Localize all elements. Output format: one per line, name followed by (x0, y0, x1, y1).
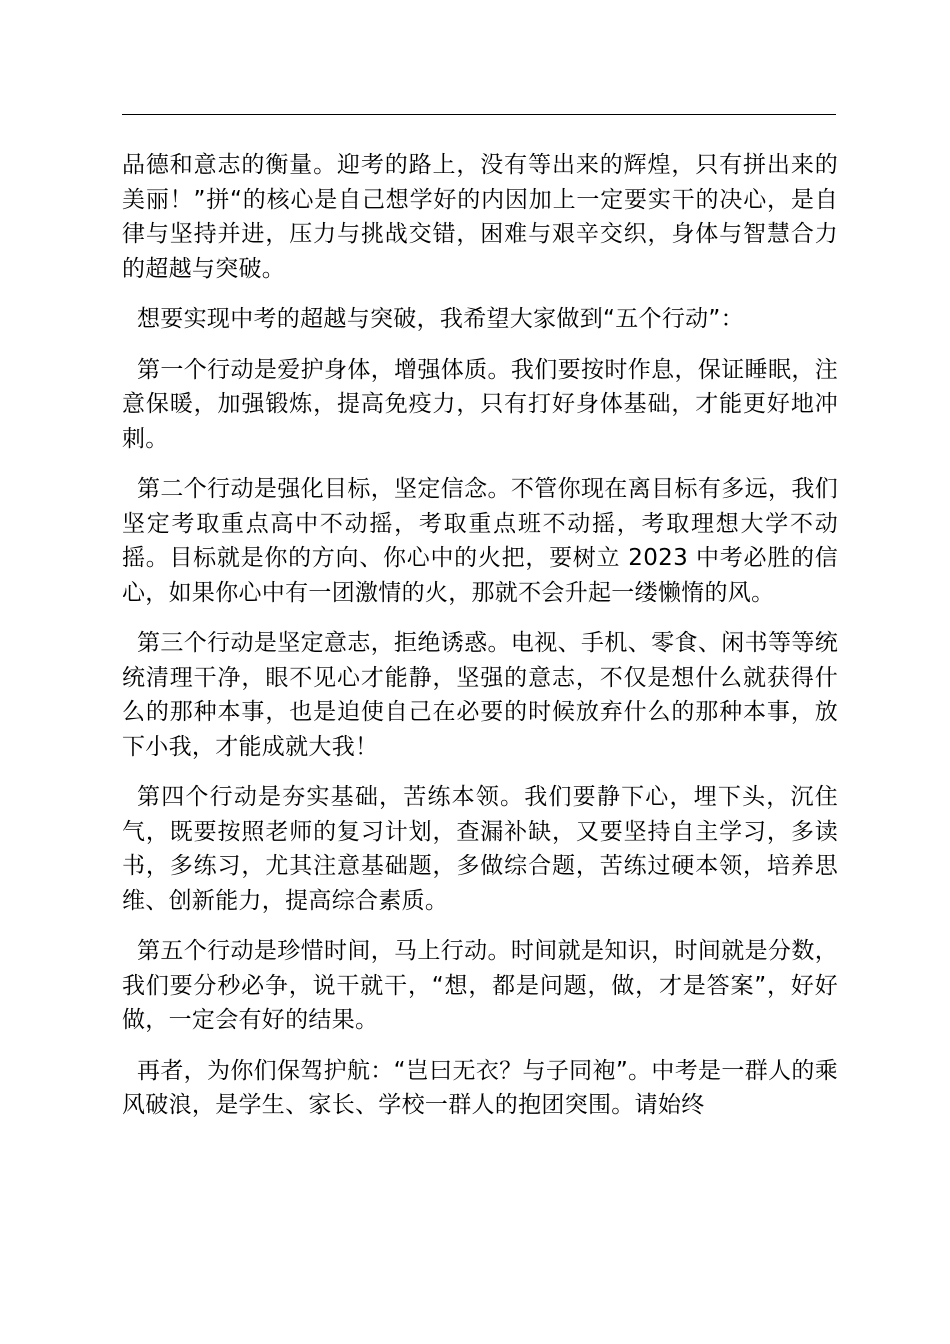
header-rule (122, 114, 836, 115)
document-body (122, 148, 838, 1139)
paragraph-five-actions-intro: 想要实现中考的超越与突破，我希望大家做到“五个行动”： (137, 306, 744, 332)
paragraph-continuation: 品德和意志的衡量。迎考的路上，没有等出来的辉煌，只有拼出来的美丽！”拼“的核心是自己想学好的内因加上一定要实干的决心，是自律与坚持并进，压力与挑战交错，困难与艰辛交织，身体与智慧合力的超越与突破。 (122, 152, 838, 282)
paragraph-action-three: 第三个行动是坚定意志，拒绝诱惑。电视、手机、零食、闲书等等统统清理干净，眼不见心才能静，坚强的意志，不仅是想什么就获得什么的那种本事，也是迫使自己在必要的时候放弃什么的那种本事，放下小我，才能成就大我！ (122, 630, 838, 760)
paragraph-action-two: 第二个行动是强化目标，坚定信念。不管你现在离目标有多远，我们坚定考取重点高中不动摇，考取重点班不动摇，考取理想大学不动摇。目标就是你的方向、你心中的火把，要树立 2023 中考必胜的信心，如果你心中有一团激情的火，那就不会升起一缕懒惰的风。 (122, 476, 838, 606)
paragraph-action-five: 第五个行动是珍惜时间，马上行动。时间就是知识，时间就是分数，我们要分秒必争，说干就干，“想，都是问题，做，才是答案”，好好做，一定会有好的结果。 (122, 938, 838, 1033)
paragraph-action-four: 第四个行动是夯实基础，苦练本领。我们要静下心，埋下头，沉住气，既要按照老师的复习计划，查漏补缺，又要坚持自主学习，多读书，多练习，尤其注意基础题，多做综合题，苦练过硬本领，培养思维、创新能力，提高综合素质。 (122, 784, 838, 914)
paragraph-action-one: 第一个行动是爱护身体，增强体质。我们要按时作息，保证睡眠，注意保暖，加强锻炼，提高免疫力，只有打好身体基础，才能更好地冲刺。 (122, 356, 838, 452)
paragraph-support: 再者，为你们保驾护航：“岂曰无衣？与子同袍”。中考是一群人的乘风破浪，是学生、家长、学校一群人的抱团突围。请始终 (122, 1057, 838, 1118)
